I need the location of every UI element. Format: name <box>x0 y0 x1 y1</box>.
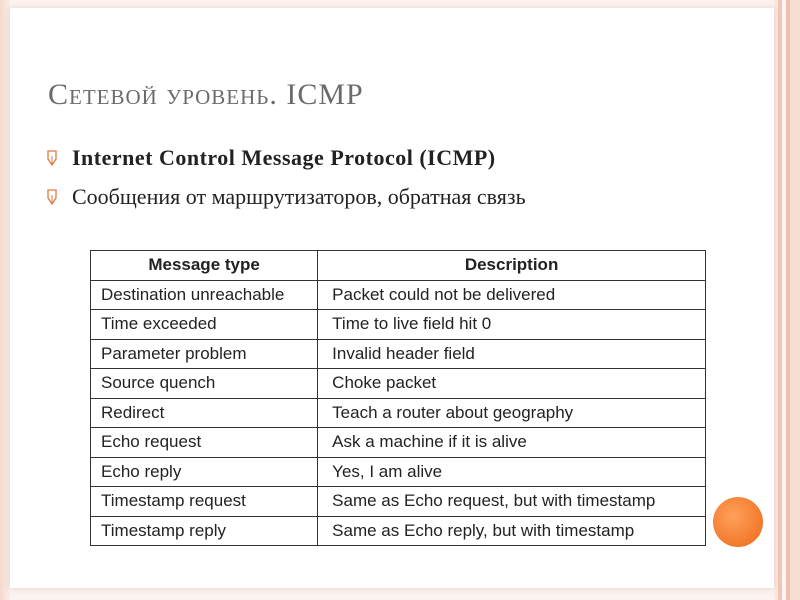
pen-nib-icon <box>46 150 58 166</box>
description-cell: Teach a router about geography <box>318 398 706 428</box>
description-cell: Choke packet <box>318 369 706 399</box>
column-header-description: Description <box>318 251 706 281</box>
description-cell: Invalid header field <box>318 339 706 369</box>
bullet-item <box>46 184 526 210</box>
column-header-message-type: Message type <box>91 251 318 281</box>
frame-bottom-border <box>10 588 774 600</box>
table-row <box>91 428 706 458</box>
table-row <box>91 310 706 340</box>
message-type-cell: Timestamp reply <box>91 516 318 546</box>
slide-title: Сетевой уровень. ICMP <box>48 78 364 111</box>
icmp-message-table <box>90 250 706 546</box>
description-cell: Same as Echo reply, but with timestamp <box>318 516 706 546</box>
table-row <box>91 339 706 369</box>
pen-nib-icon <box>46 189 58 205</box>
table-row <box>91 487 706 517</box>
bullet-text: Internet Control Message Protocol (ICMP) <box>72 145 496 170</box>
message-type-cell: Parameter problem <box>91 339 318 369</box>
description-cell: Packet could not be delivered <box>318 280 706 310</box>
message-type-cell: Time exceeded <box>91 310 318 340</box>
frame-top-border <box>10 0 774 8</box>
frame-left-border <box>0 0 10 600</box>
table-row <box>91 280 706 310</box>
table-row <box>91 516 706 546</box>
description-cell: Yes, I am alive <box>318 457 706 487</box>
bullet-text: Сообщения от маршрутизаторов, обратная связь <box>72 184 526 209</box>
message-type-cell: Redirect <box>91 398 318 428</box>
message-type-cell: Source quench <box>91 369 318 399</box>
orange-circle-decoration <box>713 497 763 547</box>
description-cell: Time to live field hit 0 <box>318 310 706 340</box>
message-type-cell: Timestamp request <box>91 487 318 517</box>
description-cell: Ask a machine if it is alive <box>318 428 706 458</box>
frame-right-stripes <box>774 0 800 600</box>
bullet-item <box>46 145 496 171</box>
table-row <box>91 369 706 399</box>
message-type-cell: Echo request <box>91 428 318 458</box>
message-type-cell: Destination unreachable <box>91 280 318 310</box>
message-type-cell: Echo reply <box>91 457 318 487</box>
table-header-row <box>91 251 706 281</box>
description-cell: Same as Echo request, but with timestamp <box>318 487 706 517</box>
table-row <box>91 457 706 487</box>
table-row <box>91 398 706 428</box>
